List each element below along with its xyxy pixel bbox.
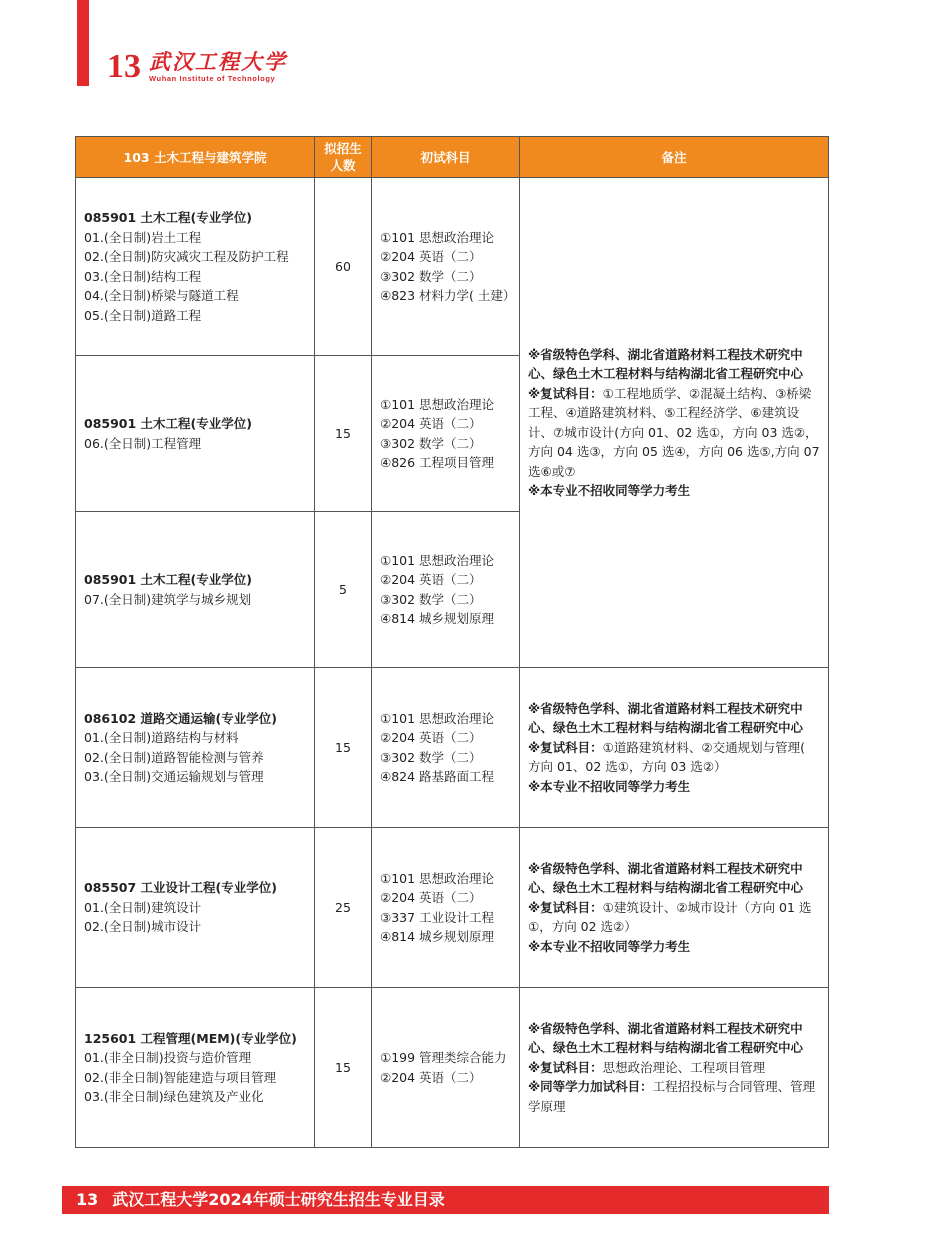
header-accent-bar	[77, 0, 89, 86]
direction-item: 05.(全日制)道路工程	[84, 307, 202, 323]
table-row	[76, 988, 829, 1148]
note-retest-label: ※复试科目：	[528, 385, 603, 401]
subject-item: ③302 数学（二）	[380, 268, 482, 284]
direction-item: 02.(全日制)城市设计	[84, 919, 202, 935]
direction-item: 03.(非全日制)绿色建筑及产业化	[84, 1089, 264, 1104]
direction-item: 03.(全日制)结构工程	[84, 268, 202, 284]
quota-cell: 25	[315, 828, 372, 988]
major-cell	[76, 512, 315, 668]
note-key-discipline: ※省级特色学科、湖北省道路材料工程技术研究中心、绿色土木工程材料与结构湖北省工程研究中心	[528, 860, 804, 896]
header-notes: 备注	[520, 137, 829, 178]
subject-item: ①199 管理类综合能力	[380, 1050, 507, 1065]
table-row	[76, 178, 829, 356]
major-cell	[76, 178, 315, 356]
direction-item: 02.(非全日制)智能建造与项目管理	[84, 1069, 277, 1085]
direction-item: 02.(全日制)防灾减灾工程及防护工程	[84, 249, 289, 264]
note-key-discipline: ※省级特色学科、湖北省道路材料工程技术研究中心、绿色土木工程材料与结构湖北省工程研究中心	[528, 1020, 804, 1056]
major-cell	[76, 668, 315, 828]
major-cell	[76, 988, 315, 1148]
header-college: 103 土木工程与建筑学院	[76, 137, 315, 178]
footer-title: 武汉工程大学2024年硕士研究生招生专业目录	[112, 1190, 445, 1209]
quota-cell: 15	[315, 356, 372, 512]
subjects-cell	[372, 668, 520, 828]
note-extra-label: ※同等学力加试科目：	[528, 1079, 653, 1095]
notes-cell	[520, 178, 829, 668]
subject-item: ①101 思想政治理论	[380, 229, 495, 245]
direction-item: 01.(全日制)岩土工程	[84, 229, 202, 245]
subject-item: ④826 工程项目管理	[380, 455, 495, 470]
note-extra-text: 工程招投标与合同管理、管理学原理	[528, 1079, 816, 1114]
footer-page-number: 13	[76, 1190, 99, 1209]
note-extra: ※本专业不招收同等学力考生	[528, 778, 691, 794]
major-title: 085901 土木工程(专业学位)	[84, 572, 252, 587]
subject-item: ②204 英语（二）	[380, 1069, 482, 1085]
note-extra: ※本专业不招收同等学力考生	[528, 483, 691, 498]
admission-catalog-table	[75, 136, 829, 1148]
subject-item: ④814 城乡规划原理	[380, 929, 495, 944]
note-retest-text: 思想政治理论、工程项目管理	[602, 1059, 766, 1075]
subject-item: ④823 材料力学( 土建）	[380, 288, 516, 303]
major-cell	[76, 356, 315, 512]
header-subjects: 初试科目	[372, 137, 520, 178]
quota-cell: 15	[315, 668, 372, 828]
subjects-cell	[372, 178, 520, 356]
direction-item: 01.(全日制)道路结构与材料	[84, 730, 239, 745]
notes-cell	[520, 988, 829, 1148]
subject-item: ①101 思想政治理论	[380, 870, 495, 886]
subject-item: ④824 路基路面工程	[380, 769, 495, 784]
subject-item: ③337 工业设计工程	[380, 909, 495, 925]
note-key-discipline: ※省级特色学科、湖北省道路材料工程技术研究中心、绿色土木工程材料与结构湖北省工程研究中心	[528, 700, 804, 736]
quota-cell: 15	[315, 988, 372, 1148]
subject-item: ②204 英语（二）	[380, 249, 482, 264]
direction-item: 03.(全日制)交通运输规划与管理	[84, 769, 264, 784]
note-retest-label: ※复试科目：	[528, 739, 603, 755]
subject-item: ③302 数学（二）	[380, 591, 482, 607]
major-title: 125601 工程管理(MEM)(专业学位)	[84, 1030, 297, 1046]
direction-item: 07.(全日制)建筑学与城乡规划	[84, 591, 252, 607]
subject-item: ②204 英语（二）	[380, 572, 482, 587]
notes-cell	[520, 828, 829, 988]
subject-item: ②204 英语（二）	[380, 416, 482, 431]
note-retest-label: ※复试科目：	[528, 899, 603, 915]
quota-cell: 5	[315, 512, 372, 668]
subjects-cell	[372, 356, 520, 512]
table-row	[76, 828, 829, 988]
direction-item: 02.(全日制)道路智能检测与管养	[84, 749, 264, 765]
major-title: 086102 道路交通运输(专业学位)	[84, 710, 277, 726]
note-key-discipline: ※省级特色学科、湖北省道路材料工程技术研究中心、绿色土木工程材料与结构湖北省工程研究中心	[528, 346, 804, 381]
major-title: 085901 土木工程(专业学位)	[84, 210, 252, 225]
direction-item: 01.(全日制)建筑设计	[84, 899, 202, 915]
major-title: 085507 工业设计工程(专业学位)	[84, 880, 277, 896]
table-row	[76, 668, 829, 828]
direction-item: 04.(全日制)桥梁与隧道工程	[84, 288, 239, 303]
quota-cell: 60	[315, 178, 372, 356]
note-retest-text: ①建筑设计、②城市设计（方向 01 选①，方向 02 选②）	[528, 899, 812, 935]
note-retest-text: ①工程地质学、②混凝土结构、③桥梁工程、④道路建筑材料、⑤工程经济学、⑥建筑设计、⑦城市设计(方向 01、02 选①，方向 03 选②，方向 04 选③，方向 05 选④，方向 06 选⑤,方向 07 选⑥或⑦	[528, 385, 820, 479]
note-retest-text: ①道路建筑材料、②交通规划与管理( 方向 01、02 选①，方向 03 选②）	[528, 739, 805, 775]
header-page-number: 13	[107, 48, 141, 85]
subject-item: ①101 思想政治理论	[380, 396, 495, 412]
subject-item: ④814 城乡规划原理	[380, 611, 495, 626]
direction-item: 01.(非全日制)投资与造价管理	[84, 1050, 252, 1065]
header-quota: 拟招生 人数	[315, 137, 372, 178]
subjects-cell	[372, 828, 520, 988]
subject-item: ①101 思想政治理论	[380, 552, 495, 568]
note-retest-label: ※复试科目：	[528, 1059, 603, 1075]
subject-item: ①101 思想政治理论	[380, 710, 495, 726]
subject-item: ③302 数学（二）	[380, 435, 482, 451]
subject-item: ②204 英语（二）	[380, 730, 482, 745]
note-extra: ※本专业不招收同等学力考生	[528, 938, 691, 954]
logo-chinese-name: 武汉工程大学	[149, 49, 287, 74]
university-logo	[107, 50, 287, 84]
major-title: 085901 土木工程(专业学位)	[84, 416, 252, 431]
subject-item: ②204 英语（二）	[380, 890, 482, 905]
table-header-row	[76, 137, 829, 178]
subjects-cell	[372, 988, 520, 1148]
page-footer	[62, 1186, 829, 1214]
subject-item: ③302 数学（二）	[380, 749, 482, 765]
subjects-cell	[372, 512, 520, 668]
major-cell	[76, 828, 315, 988]
notes-cell	[520, 668, 829, 828]
direction-item: 06.(全日制)工程管理	[84, 435, 202, 451]
logo-english-name: Wuhan Institute of Technology	[149, 74, 276, 83]
